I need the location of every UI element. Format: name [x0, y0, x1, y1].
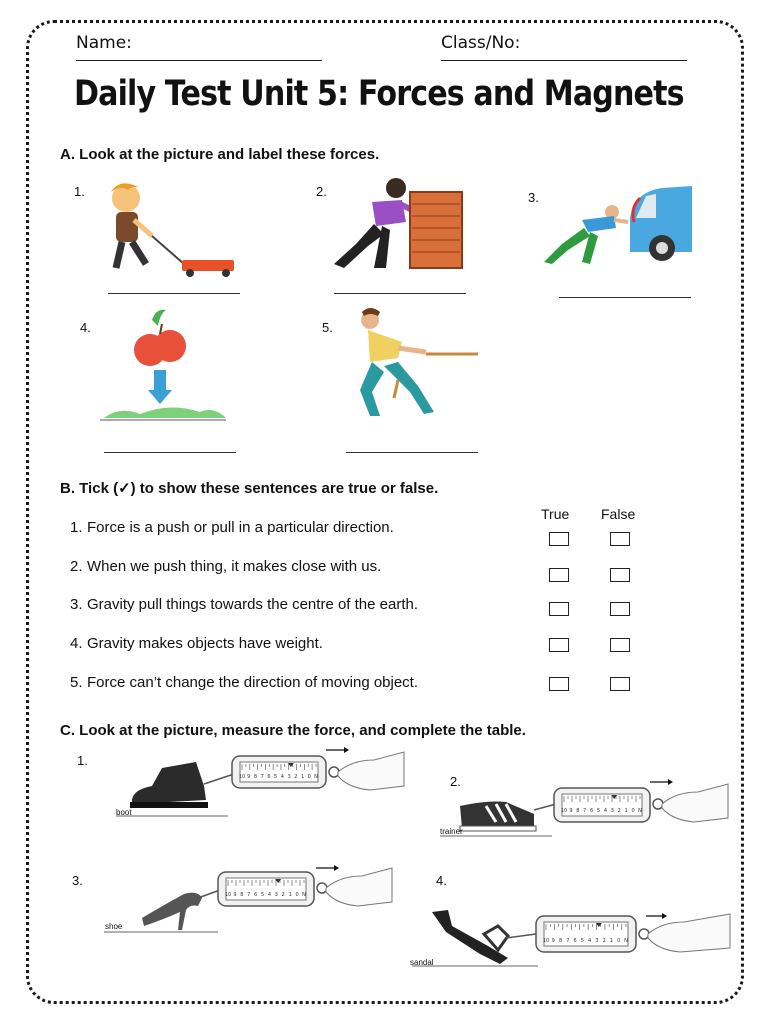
scale-tick-label: 6	[590, 808, 594, 814]
woman-pushing-crate-icon	[324, 174, 466, 272]
item-a-4-number: 4.	[80, 320, 91, 335]
item-a-1-number: 1.	[74, 184, 85, 199]
name-field[interactable]	[76, 60, 322, 61]
statement-2: 2. When we push thing, it makes close with us.	[70, 558, 382, 575]
statement-4: 4. Gravity makes objects have weight.	[70, 635, 323, 652]
page-title: Daily Test Unit 5: Forces and Magnets	[74, 74, 684, 114]
scale-tick-label: 1	[609, 938, 614, 944]
true-checkbox-2[interactable]	[549, 568, 569, 582]
scale-tick-label: 3	[610, 808, 614, 814]
scale-tick-label: 0	[307, 774, 311, 780]
scale-tick-label: 5	[260, 892, 265, 898]
true-checkbox-1[interactable]	[549, 532, 569, 546]
scale-tick-label: 10	[560, 808, 568, 814]
class-label: Class/No:	[441, 33, 521, 53]
high-heel-shoe-spring-scale-icon	[102, 864, 398, 940]
section-b-heading: B. Tick (✓) to show these sentences are true or false.	[60, 480, 439, 497]
answer-line-a-5[interactable]	[346, 452, 478, 453]
caption-shoe: shoe	[105, 922, 123, 931]
item-a-3-number: 3.	[528, 190, 539, 205]
scale-tick-label: 0	[617, 938, 621, 944]
item-a-2-number: 2.	[316, 184, 327, 199]
scale-tick-label: 0	[631, 808, 635, 814]
answer-line-a-3[interactable]	[559, 297, 691, 298]
answer-line-a-1[interactable]	[108, 293, 240, 294]
sandal-spring-scale-icon	[408, 906, 734, 972]
scale-tick-label: 2	[617, 808, 621, 814]
statement-1: 1. Force is a push or pull in a particular direction.	[70, 519, 394, 536]
statement-3: 3. Gravity pull things towards the centre of the earth.	[70, 596, 419, 613]
scale-tick-label: N	[624, 938, 628, 944]
scale-tick-label: 9	[233, 892, 237, 898]
man-pulling-rope-icon	[340, 306, 480, 422]
scale-tick-label: 7	[260, 774, 264, 780]
scale-tick-label: 6	[254, 892, 258, 898]
scale-tick-label: 7	[247, 892, 251, 898]
scale-tick-label: 6	[267, 774, 271, 780]
false-checkbox-2[interactable]	[610, 568, 630, 582]
false-checkbox-5[interactable]	[610, 677, 630, 691]
name-label: Name:	[76, 33, 132, 53]
scale-tick-label: 2	[294, 774, 298, 780]
statement-5: 5. Force can’t change the direction of moving object.	[70, 674, 419, 691]
scale-tick-label: 3	[287, 774, 291, 780]
page-border	[26, 20, 744, 1004]
scale-tick-label: 9	[569, 808, 573, 814]
scale-tick-label: 1	[624, 808, 628, 814]
false-column-header: False	[601, 506, 636, 522]
scale-tick-label: 0	[295, 892, 299, 898]
caption-trainer: trainer	[440, 827, 463, 836]
scale-tick-label: 4	[280, 774, 284, 780]
scale-tick-label: 5	[274, 774, 278, 780]
scale-tick-label: 3	[274, 892, 278, 898]
man-pushing-car-icon	[538, 182, 692, 268]
caption-sandal: sandal	[410, 958, 434, 967]
boot-spring-scale-icon	[112, 746, 408, 822]
scale-tick-label: 9	[247, 774, 251, 780]
scale-tick-label: 8	[558, 938, 563, 944]
scale-tick-label: 10	[224, 892, 232, 898]
scale-tick-label: 4	[588, 938, 592, 944]
item-c-1-number: 1.	[77, 753, 88, 768]
scale-tick-label: 2	[281, 892, 285, 898]
scale-tick-label: 8	[576, 808, 580, 814]
scale-tick-label: N	[302, 892, 306, 898]
child-pulling-wagon-icon	[100, 176, 240, 280]
scale-tick-label: 7	[583, 808, 587, 814]
scale-tick-label: N	[314, 774, 318, 780]
caption-boot: boot	[116, 808, 132, 817]
apple-falling-icon	[100, 306, 230, 426]
item-a-5-number: 5.	[322, 320, 333, 335]
scale-tick-label: N	[638, 808, 642, 814]
trainer-spring-scale-icon	[438, 770, 734, 842]
scale-tick-label: 8	[253, 774, 258, 780]
section-c-heading: C. Look at the picture, measure the force, and complete the table.	[60, 722, 526, 739]
true-column-header: True	[541, 506, 570, 522]
scale-tick-label: 8	[240, 892, 244, 898]
true-checkbox-5[interactable]	[549, 677, 569, 691]
item-c-4-number: 4.	[436, 873, 447, 888]
scale-tick-label: 3	[595, 938, 599, 944]
scale-tick-label: 5	[580, 938, 584, 944]
true-checkbox-4[interactable]	[549, 638, 569, 652]
scale-tick-label: 1	[288, 892, 292, 898]
false-checkbox-4[interactable]	[610, 638, 630, 652]
item-c-2-number: 2.	[450, 774, 461, 789]
item-c-3-number: 3.	[72, 873, 83, 888]
scale-tick-label: 4	[603, 808, 608, 814]
scale-tick-label: 2	[602, 938, 606, 944]
class-field[interactable]	[441, 60, 687, 61]
scale-tick-label: 7	[566, 938, 570, 944]
scale-tick-label: 5	[596, 808, 601, 814]
false-checkbox-1[interactable]	[610, 532, 630, 546]
scale-tick-label: 1	[300, 774, 305, 780]
answer-line-a-4[interactable]	[104, 452, 236, 453]
answer-line-a-2[interactable]	[334, 293, 466, 294]
scale-tick-label: 9	[551, 938, 555, 944]
true-checkbox-3[interactable]	[549, 602, 569, 616]
false-checkbox-3[interactable]	[610, 602, 630, 616]
scale-tick-label: 10	[542, 938, 550, 944]
section-a-heading: A. Look at the picture and label these forces.	[60, 146, 380, 163]
scale-tick-label: 6	[573, 938, 577, 944]
scale-tick-label: 4	[267, 892, 272, 898]
scale-tick-label: 10	[238, 774, 246, 780]
